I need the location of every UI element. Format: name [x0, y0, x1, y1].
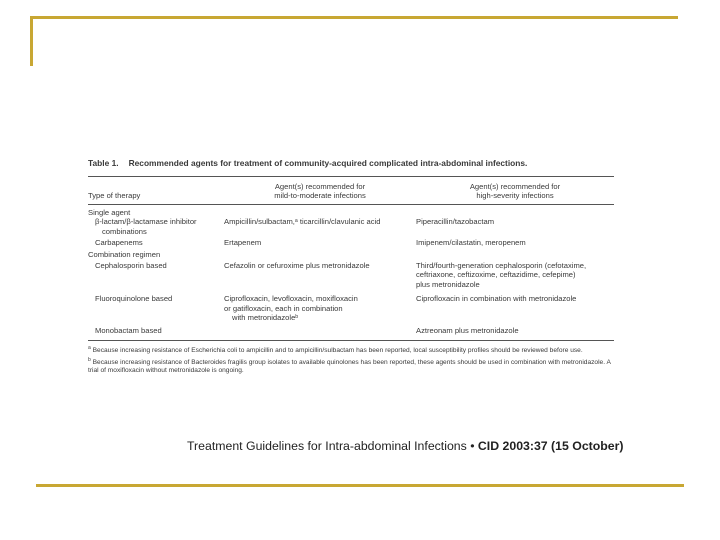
table-row	[88, 217, 614, 236]
cell-carbapenems-mild: Ertapenem	[224, 238, 262, 248]
row-blactam-line1: β-lactam/β-lactamase inhibitor	[95, 217, 197, 227]
table-row	[88, 322, 614, 339]
row-carbapenems: Carbapenems	[95, 238, 143, 248]
cell-cephalosporin-mild: Cefazolin or cefuroxime plus metronidazole	[224, 261, 370, 271]
cell-carbapenems-high: Imipenem/cilastatin, meropenem	[416, 238, 526, 248]
table-row	[88, 259, 614, 289]
table-header	[88, 177, 614, 204]
header-high	[416, 182, 614, 200]
footnote-b-text: Because increasing resistance of Bacteroides fragilis group isolates to available quinolones has been reported, these agents should be used in combination with metronidazole. A trial of moxifloxacin without metronidazole is ongoing.	[88, 358, 611, 375]
table-row	[88, 289, 614, 322]
row-fluoroquinolone: Fluoroquinolone based	[95, 294, 173, 304]
cell-mono-high: Aztreonam plus metronidazole	[416, 326, 519, 336]
table-title-text: Recommended agents for treatment of community-acquired complicated intra-abdominal infections.	[128, 158, 528, 168]
header-high-line1: Agent(s) recommended for	[469, 182, 561, 191]
row-blactam-line2: combinations	[102, 226, 147, 236]
frame-left-rule	[30, 16, 33, 66]
cell-blactam-high: Piperacillin/tazobactam	[416, 217, 495, 227]
row-monobactam: Monobactam based	[95, 326, 162, 336]
header-mild-line2: mild-to-moderate infections	[274, 191, 366, 200]
header-high-line2: high-severity infections	[476, 191, 554, 200]
cell-fluoro-high: Ciprofloxacin in combination with metronidazole	[416, 294, 577, 304]
cell-cephalosporin-high	[416, 261, 614, 289]
cell-fluoro-mild	[224, 294, 416, 322]
table-row	[88, 236, 614, 247]
table-row	[88, 205, 614, 217]
row-combination: Combination regimen	[88, 249, 161, 259]
caption-text: Treatment Guidelines for Intra-abdominal Infections •	[187, 439, 478, 453]
row-blactam	[88, 217, 224, 236]
cell-mono-mild	[224, 326, 416, 335]
cell-fluoro-mild-line3: with metronidazoleᵇ	[232, 313, 299, 323]
footnote-b	[88, 356, 614, 376]
header-mild	[224, 182, 416, 200]
table-row	[88, 248, 614, 259]
frame-bottom-rule	[36, 484, 684, 487]
table-label: Table 1.	[88, 158, 119, 168]
cell-blactam-mild: Ampicillin/sulbactam,ᵃ ticarcillin/clavulanic acid	[224, 217, 381, 227]
frame-top-rule	[30, 16, 678, 19]
footnote-a-mark: a	[88, 344, 91, 351]
cell-cephalosporin-high-line1: Third/fourth-generation cephalosporin (cefotaxime,	[416, 261, 587, 271]
footnote-a	[88, 344, 614, 356]
slide-caption	[187, 439, 687, 453]
footnote-a-text: Because increasing resistance of Escherichia coli to ampicillin and to ampicillin/sulbactam has been reported, local susceptibility profiles should be reviewed before use.	[92, 347, 583, 355]
cell-cephalosporin-high-line3: plus metronidazole	[416, 279, 480, 289]
header-mild-line1: Agent(s) recommended for	[274, 182, 366, 191]
cell-fluoro-mild-line1: Ciprofloxacin, levofloxacin, moxifloxacin	[224, 294, 358, 304]
cell-cephalosporin-high-line2: ceftriaxone, ceftizoxime, ceftazidime, cefepime)	[416, 270, 576, 280]
cell-fluoro-mild-line2: or gatifloxacin, each in combination	[224, 303, 343, 313]
row-cephalosporin: Cephalosporin based	[95, 261, 167, 271]
table-title	[88, 158, 614, 168]
table-footnotes	[88, 341, 614, 376]
caption-citation: CID 2003:37 (15 October)	[477, 439, 624, 453]
guideline-table	[88, 158, 614, 376]
row-single-agent: Single agent	[88, 208, 131, 217]
footnote-b-mark: b	[88, 356, 91, 363]
header-type-of-therapy: Type of therapy	[88, 191, 141, 200]
